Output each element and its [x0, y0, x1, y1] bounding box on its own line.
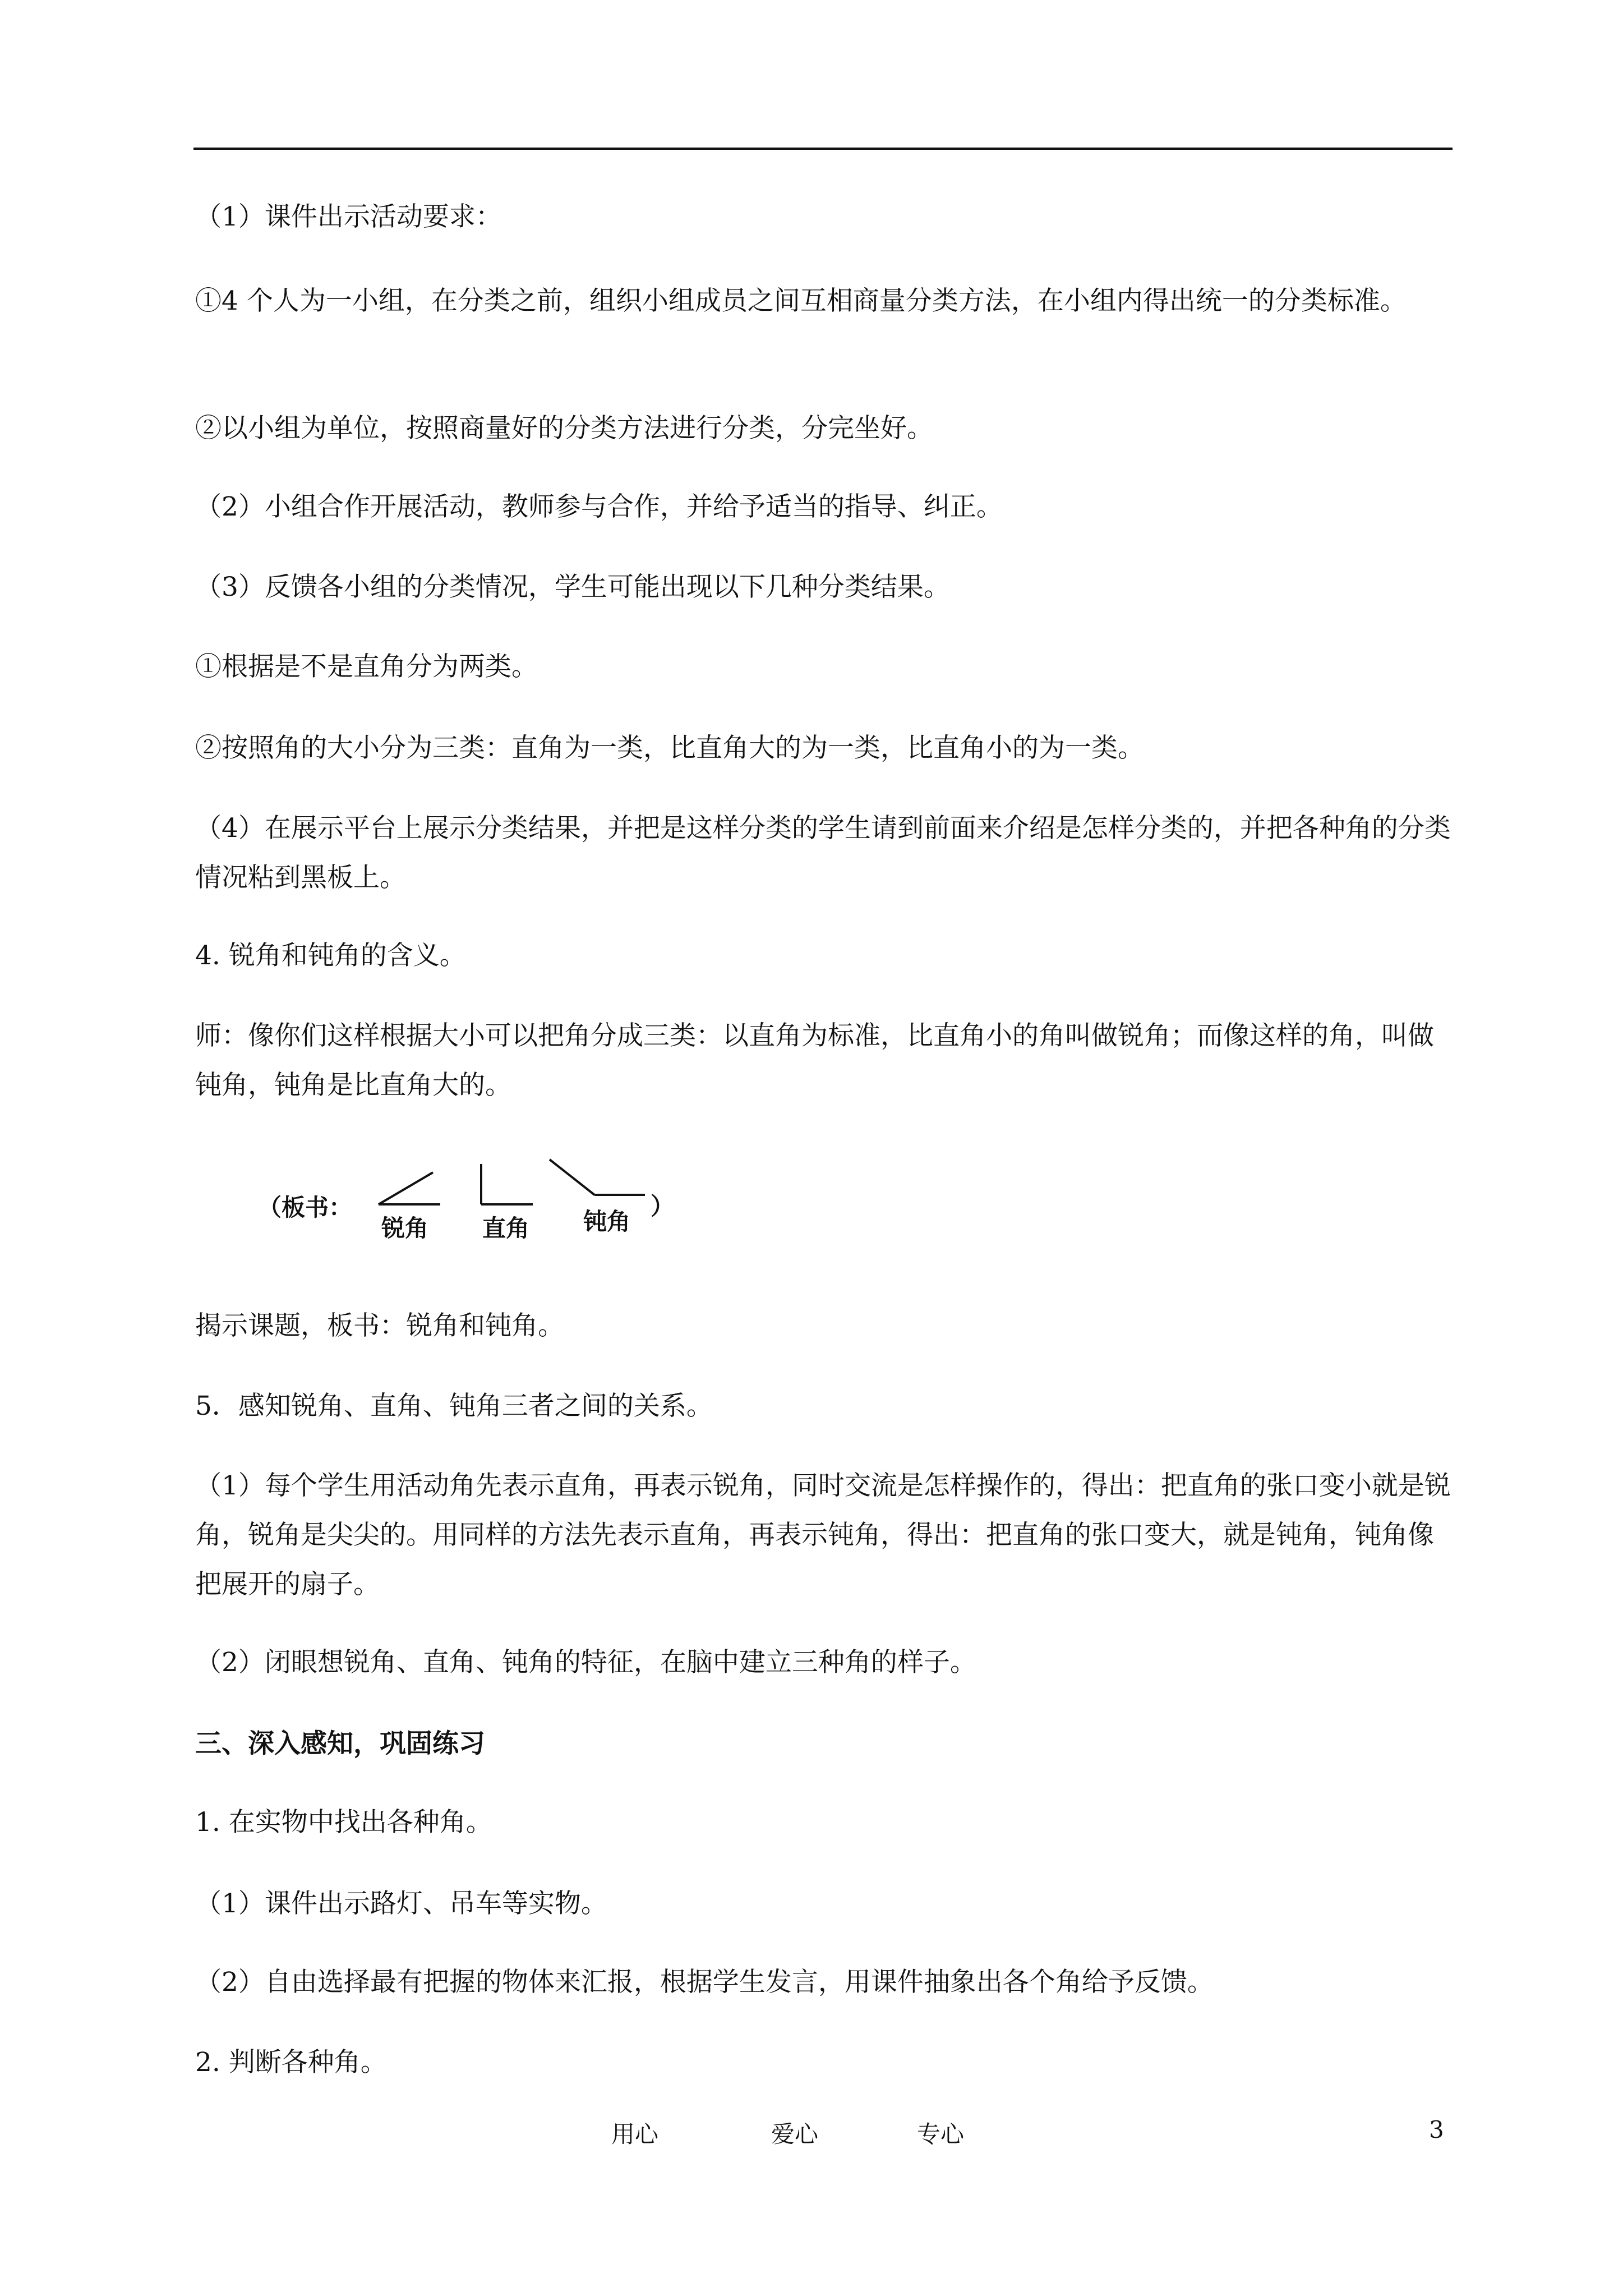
paragraph-result-1: ①根据是不是直角分为两类。 — [195, 651, 538, 682]
paragraph-section-5-heading: 5．感知锐角、直角、钝角三者之间的关系。 — [195, 1391, 713, 1421]
paragraph-display-results: （4）在展示平台上展示分类结果，并把是这样分类的学生请到前面来介绍是怎样分类的，并把各种角的分类情况粘到黑板上。 — [195, 813, 1451, 893]
right-angle-label: 直角 — [482, 1214, 530, 1242]
section-three-heading: 三、深入感知，巩固练习 — [195, 1728, 485, 1759]
paragraph-group-cooperation: （2）小组合作开展活动，教师参与合作，并给予适当的指导、纠正。 — [195, 491, 1003, 522]
blackboard-open-label: （板书： — [258, 1194, 353, 1221]
acute-angle-label: 锐角 — [381, 1214, 429, 1242]
paragraph-teacher-explanation: 师：像你们这样根据大小可以把角分成三类：以直角为标准，比直角小的角叫做锐角；而像这样的角，叫做钝角，钝角是比直角大的。 — [195, 1020, 1434, 1101]
obtuse-angle-label: 钝角 — [583, 1208, 631, 1235]
paragraph-judge-angles: 2. 判断各种角。 — [195, 2047, 387, 2078]
paragraph-reveal-topic: 揭示课题，板书：锐角和钝角。 — [195, 1310, 564, 1341]
footer-motto-3: 专心 — [917, 2120, 965, 2148]
paragraph-feedback: （3）反馈各小组的分类情况，学生可能出现以下几种分类结果。 — [195, 572, 950, 602]
page-number: 3 — [1429, 2116, 1444, 2143]
paragraph-activity-requirements: （1）课件出示活动要求： — [195, 201, 502, 232]
blackboard-angle-figure — [258, 1139, 684, 1257]
paragraph-requirement-1: ①4 个人为一小组，在分类之前，组织小组成员之间互相商量分类方法，在小组内得出统一的分类标准。 — [195, 286, 1407, 316]
footer-motto-1: 用心 — [611, 2120, 659, 2148]
paragraph-section-4-heading: 4. 锐角和钝角的含义。 — [195, 940, 466, 971]
blackboard-close-label: ） — [651, 1193, 675, 1220]
paragraph-result-2: ②按照角的大小分为三类：直角为一类，比直角大的为一类，比直角小的为一类。 — [195, 733, 1144, 763]
paragraph-find-angles: 1. 在实物中找出各种角。 — [195, 1807, 492, 1838]
paragraph-free-report: （2）自由选择最有把握的物体来汇报，根据学生发言，用课件抽象出各个角给予反馈。 — [195, 1967, 1214, 1998]
paragraph-requirement-2: ②以小组为单位，按照商量好的分类方法进行分类，分完坐好。 — [195, 413, 933, 444]
paragraph-close-eyes: （2）闭眼想锐角、直角、钝角的特征，在脑中建立三种角的样子。 — [195, 1647, 976, 1678]
acute-angle-drawing — [379, 1172, 440, 1204]
paragraph-show-objects: （1）课件出示路灯、吊车等实物。 — [195, 1888, 607, 1919]
right-angle-drawing — [481, 1164, 533, 1204]
footer-motto-2: 爱心 — [771, 2120, 819, 2148]
paragraph-activity-angle: （1）每个学生用活动角先表示直角，再表示锐角，同时交流是怎样操作的，得出：把直角的张口变小就是锐角，锐角是尖尖的。用同样的方法先表示直角，再表示钝角，得出：把直角的张口变大，就是钝角，钝角像把展开的扇子。 — [195, 1470, 1451, 1600]
obtuse-angle-drawing — [550, 1159, 645, 1195]
header-rule — [193, 148, 1453, 150]
